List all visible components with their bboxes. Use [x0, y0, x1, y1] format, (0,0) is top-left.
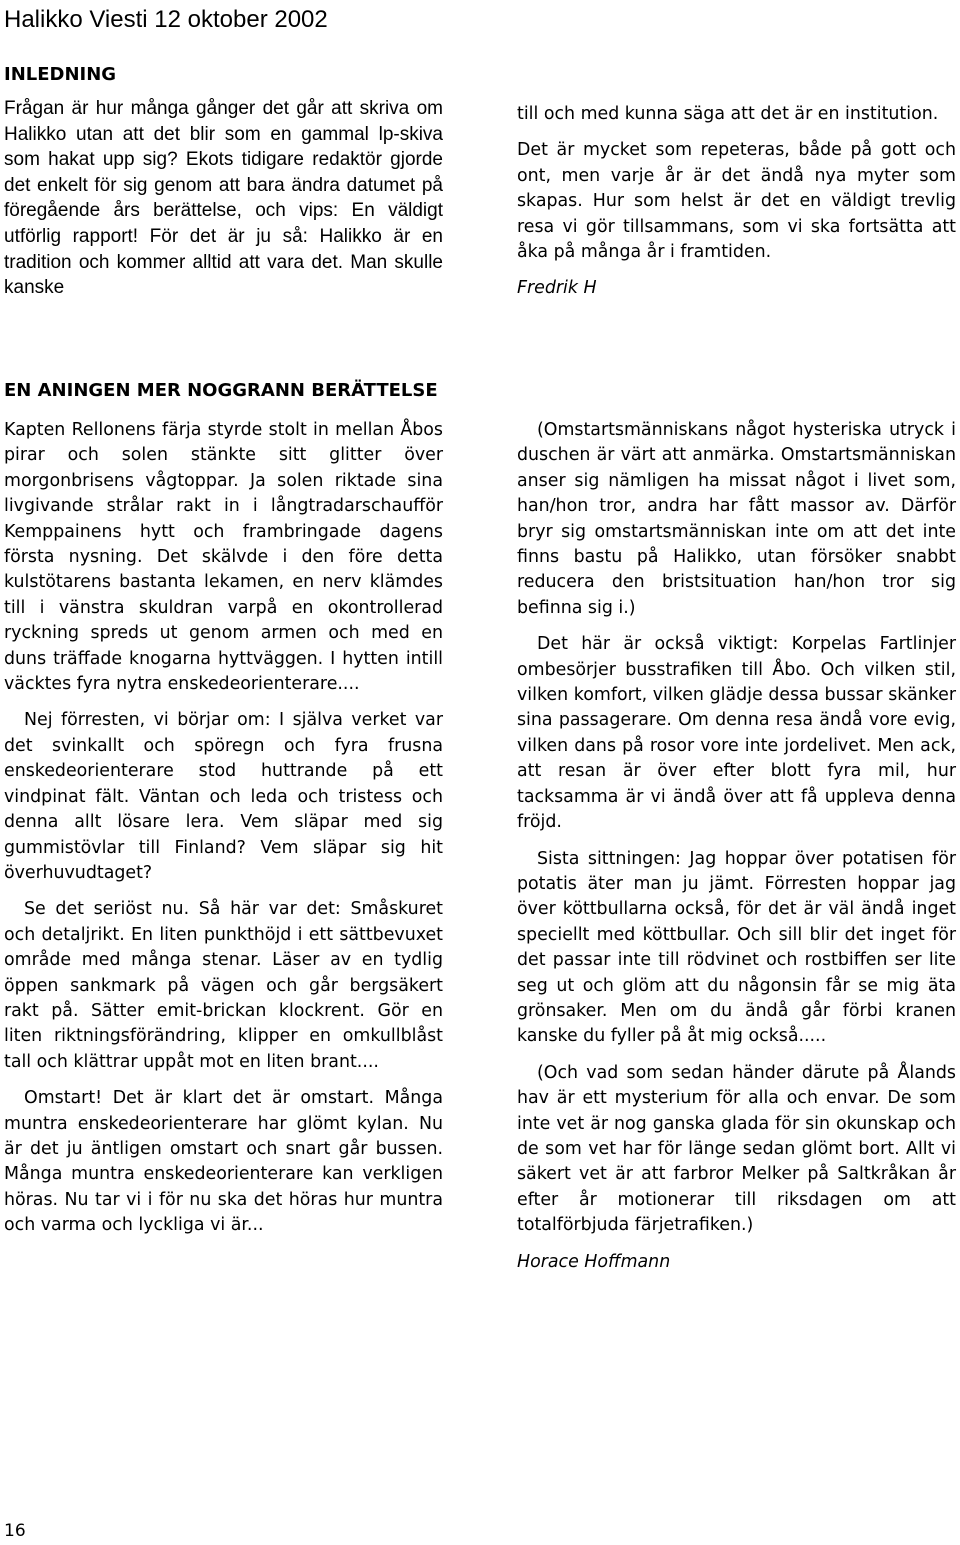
- story-paragraph: Sista sittningen: Jag hoppar över potatisen för potatis äter man ju jämt. Förresten hoppar jag över köttbullarna också, för det är väl ändå inget speciellt med köttbullar. Och sill blir det inget för det passar inte till rödvinet och rostbiffen ser lite seg ut och glöm att du någonsin får se mig äta grönsaker. Men om du ändå går förbi kranen kanske du fyller på åt mig också.....: [517, 848, 956, 1047]
- story-paragraph: Det här är också viktigt: Korpelas Fartlinjer ombesörjer busstrafiken till Åbo. Och vilken stil, vilken komfort, vilken glädje dessa bussar skänker sina passagerare. Om denna resa ändå vore evig, vilken dans på rosor vore inte jordelivet. Men ack, att resan är över efter blott fyra mil, hur tacksamma är vi ändå över att få uppleva denna fröjd.: [517, 634, 956, 833]
- story-paragraph: Kapten Rellonens färja styrde stolt in mellan Åbos pirar och solen stänkte sitt glitter över morgonbrisens vågtoppar. Ja solen riktade sina livgivande strålar rakt in i långtradarschaufför Kemppainens hytt och frambringade dagens första nysning. Det skälvde i den före detta kulstötarens bastanta lekamen, en nerv klämdes till i vänstra skuldran varpå en okontrollerad ryckning spreds ut genom armen och med en duns träffade knogarna hyttväggen. I hytten intill väcktes fyra nytra enskedeorienterare....: [4, 420, 443, 695]
- intro-right-column: [517, 102, 956, 302]
- story-heading: EN ANINGEN MER NOGGRANN BERÄTTELSE: [4, 380, 438, 401]
- story-paragraph: (Omstartsmänniskans något hysteriska utryck i duschen är värt att anmärka. Omstartsmänniskan anser sig nämligen ha missat något i livet som, han/hon tror, andra har fått massor av. Därför bryr sig omstartsmänniskan inte om att det inte finns bastu på Halikko, utan försöker snabbt reducera den bristsituation han/hon tror sig befinna sig i.): [517, 420, 956, 618]
- story-left-column: [4, 418, 443, 1239]
- intro-heading: INLEDNING: [4, 64, 117, 85]
- page-number: 16: [4, 1521, 26, 1541]
- story-paragraph: (Och vad som sedan händer därute på Ålands hav är ett mysterium för alla och envar. De som inte vet är nog ganska glada för sin okunskap och de som vet har för länge sedan glömt bort. Allt vi säkert vet är att farbror Melker på Saltkråkan år efter år motionerar till riksdagen om att totalförbjuda färjetrafiken.): [517, 1062, 956, 1236]
- story-paragraph: Nej förresten, vi börjar om: I själva verket var det svinkallt och spöregn och fyra frusna enskedeorienterare stod huttrande på ett vindpinat fält. Väntan och leda och tristess och denna allt lösare lera. Vem släpar med sig gummistövlar till Finland? Vem släpar sig hit överhuvudtaget?: [4, 710, 443, 883]
- signature: Fredrik H: [517, 278, 597, 299]
- page-title: Halikko Viesti 12 oktober 2002: [4, 6, 328, 33]
- intro-left-column: [4, 96, 443, 301]
- intro-paragraph: till och med kunna säga att det är en institution.: [517, 104, 939, 124]
- story-right-column: [517, 418, 956, 1275]
- story-paragraph: Se det seriöst nu. Så här var det: Småskuret och detaljrikt. En liten punkthöjd i ett sättbevuxet område med många stenar. Läser av en tydlig öppen sankmark på vägen och går bergsäkert rakt på. Sätter emit-brickan klockrent. Gör en liten riktningsförändring, klipper en omkullblåst tall och klättrar uppåt mot en liten brant....: [4, 899, 443, 1072]
- intro-paragraph: Frågan är hur många gånger det går att skriva om Halikko utan att det blir som en gammal lp-skiva som hakat upp sig? Ekots tidigare redaktör gjorde det enkelt för sig genom att bara ändra datumet på föregående års berättelse, och vips: En väldigt utförlig rapport! För det är ju så: Halikko är en tradition och kommer alltid att vara det. Man skulle kanske: [4, 98, 443, 299]
- intro-paragraph: Det är mycket som repeteras, både på gott och ont, men varje år är det ändå nya myter som skapas. Hur som helst är det en väldigt trevlig resa vi gör tillsammans, som vi ska fortsätta att åka på många år i framtiden.: [517, 140, 956, 263]
- signature: Horace Hoffmann: [517, 1251, 671, 1272]
- story-paragraph: Omstart! Det är klart det är omstart. Många muntra enskedeorienterare har glömt kylan. Nu är det ju äntligen omstart och snart går bussen. Många muntra enskedeorienterare kan verkligen höras. Nu tar vi i för nu ska det höras hur muntra och varma och lyckliga vi är...: [4, 1088, 443, 1236]
